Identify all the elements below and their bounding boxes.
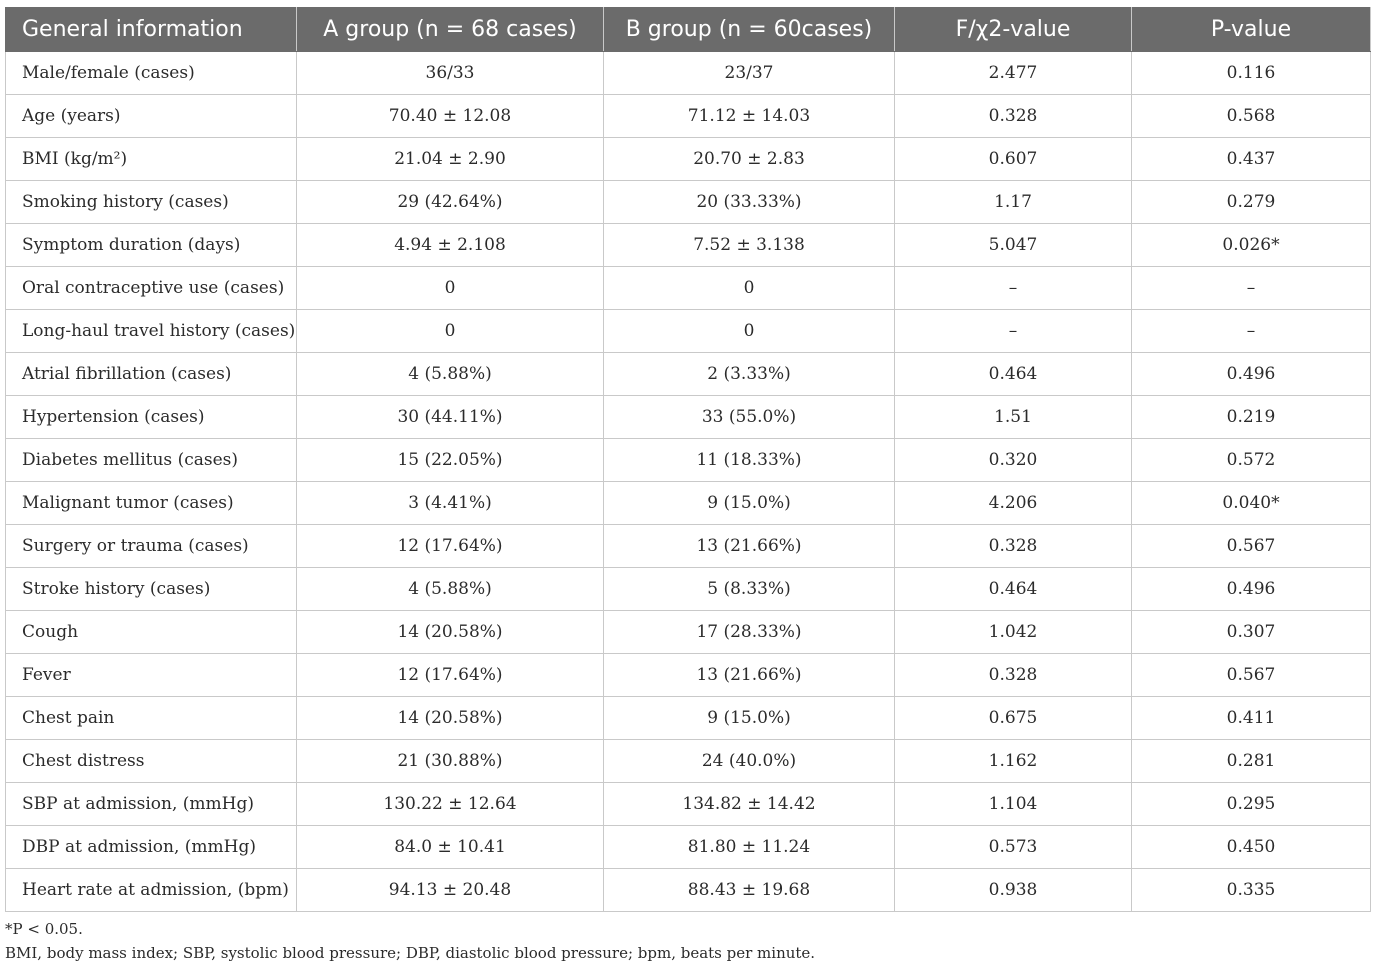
p-value: – xyxy=(1132,267,1371,310)
a-group-value: 15 (22.05%) xyxy=(297,439,604,482)
row-label: Fever xyxy=(6,654,297,697)
b-group-value: 23/37 xyxy=(604,52,895,95)
f-chi2-value: 1.042 xyxy=(895,611,1132,654)
table-row xyxy=(6,138,1371,181)
row-label: Atrial fibrillation (cases) xyxy=(6,353,297,396)
b-group-value: 81.80 ± 11.24 xyxy=(604,826,895,869)
f-chi2-value: – xyxy=(895,267,1132,310)
table-header xyxy=(6,8,1371,52)
a-group-value: 36/33 xyxy=(297,52,604,95)
a-group-value: 21 (30.88%) xyxy=(297,740,604,783)
table-row xyxy=(6,826,1371,869)
row-label: Chest distress xyxy=(6,740,297,783)
p-value: – xyxy=(1132,310,1371,353)
a-group-value: 4 (5.88%) xyxy=(297,568,604,611)
row-label: Surgery or trauma (cases) xyxy=(6,525,297,568)
b-group-value: 134.82 ± 14.42 xyxy=(604,783,895,826)
b-group-value: 5 (8.33%) xyxy=(604,568,895,611)
p-value: 0.116 xyxy=(1132,52,1371,95)
a-group-value: 14 (20.58%) xyxy=(297,611,604,654)
f-chi2-value: 0.573 xyxy=(895,826,1132,869)
header-f-chi2-value: F/χ2-value xyxy=(895,8,1132,52)
f-chi2-value: 0.938 xyxy=(895,869,1132,912)
b-group-value: 11 (18.33%) xyxy=(604,439,895,482)
f-chi2-value: 0.320 xyxy=(895,439,1132,482)
table-row xyxy=(6,869,1371,912)
f-chi2-value: 1.104 xyxy=(895,783,1132,826)
table-row xyxy=(6,654,1371,697)
p-value: 0.219 xyxy=(1132,396,1371,439)
a-group-value: 130.22 ± 12.64 xyxy=(297,783,604,826)
a-group-value: 4 (5.88%) xyxy=(297,353,604,396)
f-chi2-value: 1.51 xyxy=(895,396,1132,439)
table-row xyxy=(6,52,1371,95)
p-value: 0.411 xyxy=(1132,697,1371,740)
f-chi2-value: 1.162 xyxy=(895,740,1132,783)
p-value: 0.567 xyxy=(1132,525,1371,568)
b-group-value: 9 (15.0%) xyxy=(604,697,895,740)
a-group-value: 0 xyxy=(297,267,604,310)
row-label: Smoking history (cases) xyxy=(6,181,297,224)
a-group-value: 29 (42.64%) xyxy=(297,181,604,224)
p-value: 0.450 xyxy=(1132,826,1371,869)
row-label: Male/female (cases) xyxy=(6,52,297,95)
f-chi2-value: 0.328 xyxy=(895,95,1132,138)
table-row xyxy=(6,267,1371,310)
row-label: Cough xyxy=(6,611,297,654)
table-row xyxy=(6,482,1371,525)
b-group-value: 13 (21.66%) xyxy=(604,525,895,568)
a-group-value: 0 xyxy=(297,310,604,353)
p-value: 0.567 xyxy=(1132,654,1371,697)
p-value: 0.026* xyxy=(1132,224,1371,267)
a-group-value: 70.40 ± 12.08 xyxy=(297,95,604,138)
f-chi2-value: 2.477 xyxy=(895,52,1132,95)
a-group-value: 30 (44.11%) xyxy=(297,396,604,439)
f-chi2-value: 0.464 xyxy=(895,568,1132,611)
row-label: Long-haul travel history (cases) xyxy=(6,310,297,353)
p-value: 0.437 xyxy=(1132,138,1371,181)
f-chi2-value: 5.047 xyxy=(895,224,1132,267)
table-row xyxy=(6,181,1371,224)
row-label: Malignant tumor (cases) xyxy=(6,482,297,525)
a-group-value: 84.0 ± 10.41 xyxy=(297,826,604,869)
b-group-value: 24 (40.0%) xyxy=(604,740,895,783)
f-chi2-value: 1.17 xyxy=(895,181,1132,224)
row-label: Symptom duration (days) xyxy=(6,224,297,267)
a-group-value: 94.13 ± 20.48 xyxy=(297,869,604,912)
row-label: Oral contraceptive use (cases) xyxy=(6,267,297,310)
p-value: 0.307 xyxy=(1132,611,1371,654)
a-group-value: 3 (4.41%) xyxy=(297,482,604,525)
table-row xyxy=(6,310,1371,353)
b-group-value: 20 (33.33%) xyxy=(604,181,895,224)
header-row xyxy=(6,8,1371,52)
b-group-value: 2 (3.33%) xyxy=(604,353,895,396)
abbreviations-footnote: BMI, body mass index; SBP, systolic blood pressure; DBP, diastolic blood pressure; bpm, beats per minute. xyxy=(5,944,816,962)
b-group-value: 71.12 ± 14.03 xyxy=(604,95,895,138)
b-group-value: 20.70 ± 2.83 xyxy=(604,138,895,181)
b-group-value: 9 (15.0%) xyxy=(604,482,895,525)
a-group-value: 12 (17.64%) xyxy=(297,525,604,568)
p-value: 0.279 xyxy=(1132,181,1371,224)
p-value: 0.295 xyxy=(1132,783,1371,826)
p-value: 0.281 xyxy=(1132,740,1371,783)
p-value: 0.040* xyxy=(1132,482,1371,525)
significance-footnote: *P < 0.05. xyxy=(5,920,83,938)
b-group-value: 13 (21.66%) xyxy=(604,654,895,697)
row-label: Hypertension (cases) xyxy=(6,396,297,439)
table-row xyxy=(6,611,1371,654)
table-row xyxy=(6,396,1371,439)
table-body xyxy=(6,52,1371,912)
baseline-characteristics-table-container xyxy=(5,7,1370,912)
a-group-value: 21.04 ± 2.90 xyxy=(297,138,604,181)
f-chi2-value: – xyxy=(895,310,1132,353)
header-p-value: P-value xyxy=(1132,8,1371,52)
row-label: SBP at admission, (mmHg) xyxy=(6,783,297,826)
table-row xyxy=(6,697,1371,740)
table-row xyxy=(6,353,1371,396)
row-label: Diabetes mellitus (cases) xyxy=(6,439,297,482)
row-label: Chest pain xyxy=(6,697,297,740)
row-label: Stroke history (cases) xyxy=(6,568,297,611)
p-value: 0.496 xyxy=(1132,568,1371,611)
table-row xyxy=(6,224,1371,267)
table-row xyxy=(6,783,1371,826)
a-group-value: 4.94 ± 2.108 xyxy=(297,224,604,267)
header-a-group: A group (n = 68 cases) xyxy=(297,8,604,52)
b-group-value: 0 xyxy=(604,310,895,353)
b-group-value: 88.43 ± 19.68 xyxy=(604,869,895,912)
f-chi2-value: 0.328 xyxy=(895,654,1132,697)
row-label: Age (years) xyxy=(6,95,297,138)
b-group-value: 33 (55.0%) xyxy=(604,396,895,439)
b-group-value: 7.52 ± 3.138 xyxy=(604,224,895,267)
f-chi2-value: 0.607 xyxy=(895,138,1132,181)
b-group-value: 0 xyxy=(604,267,895,310)
p-value: 0.568 xyxy=(1132,95,1371,138)
p-value: 0.496 xyxy=(1132,353,1371,396)
a-group-value: 12 (17.64%) xyxy=(297,654,604,697)
header-b-group: B group (n = 60cases) xyxy=(604,8,895,52)
f-chi2-value: 0.675 xyxy=(895,697,1132,740)
a-group-value: 14 (20.58%) xyxy=(297,697,604,740)
table-row xyxy=(6,95,1371,138)
row-label: BMI (kg/m²) xyxy=(6,138,297,181)
table-footnotes xyxy=(5,917,1370,965)
f-chi2-value: 0.464 xyxy=(895,353,1132,396)
table-row xyxy=(6,568,1371,611)
table-row xyxy=(6,740,1371,783)
table-row xyxy=(6,525,1371,568)
baseline-characteristics-table xyxy=(5,7,1371,912)
table-row xyxy=(6,439,1371,482)
row-label: DBP at admission, (mmHg) xyxy=(6,826,297,869)
p-value: 0.335 xyxy=(1132,869,1371,912)
row-label: Heart rate at admission, (bpm) xyxy=(6,869,297,912)
f-chi2-value: 4.206 xyxy=(895,482,1132,525)
header-general-information: General information xyxy=(6,8,297,52)
b-group-value: 17 (28.33%) xyxy=(604,611,895,654)
p-value: 0.572 xyxy=(1132,439,1371,482)
f-chi2-value: 0.328 xyxy=(895,525,1132,568)
